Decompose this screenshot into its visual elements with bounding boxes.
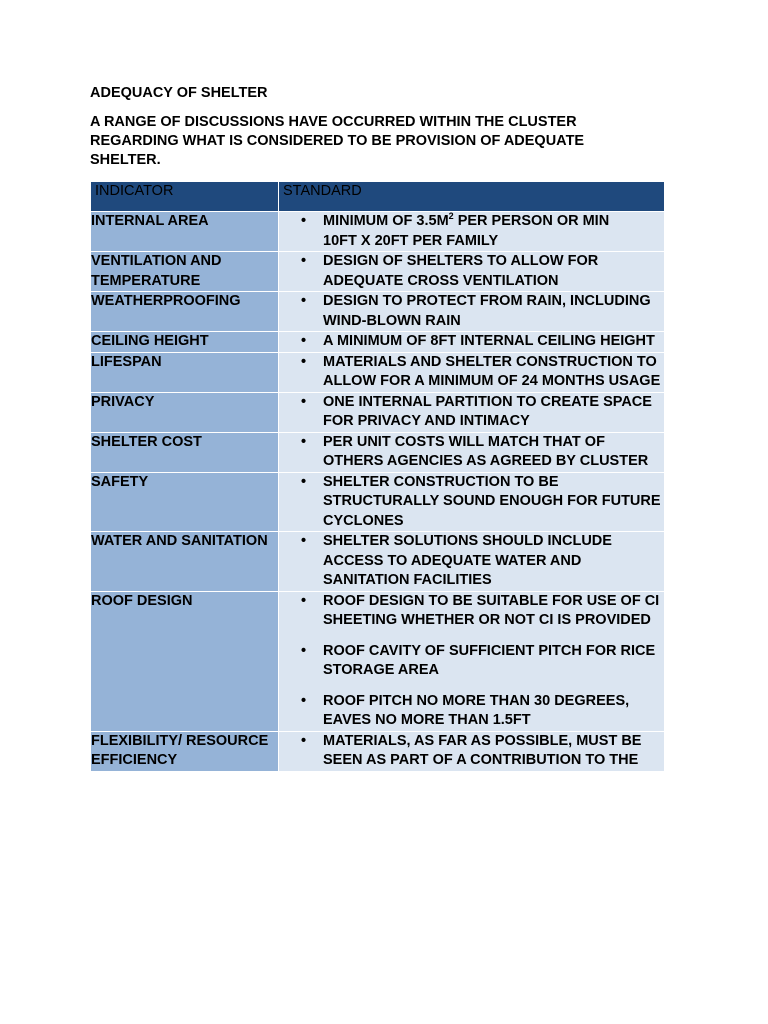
standard-item: • PER UNIT COSTS WILL MATCH THAT OF OTHERS AGENCIES AS AGREED BY CLUSTER (279, 433, 664, 472)
indicator-cell: FLEXIBILITY/ RESOURCE EFFICIENCY (91, 731, 279, 771)
indicator-cell: PRIVACY (91, 392, 279, 432)
table-row (91, 292, 665, 332)
standard-list (279, 473, 664, 532)
standard-list (279, 532, 664, 591)
table-body (91, 212, 665, 772)
standard-text: PER PERSON OR MIN (453, 213, 610, 229)
standard-item (279, 212, 664, 251)
standard-list (279, 332, 664, 352)
header-standard: STANDARD (279, 182, 665, 212)
intro-paragraph: A RANGE OF DISCUSSIONS HAVE OCCURRED WITHIN THE CLUSTER REGARDING WHAT IS CONSIDERED TO BE PROVISION OF ADEQUATE SHELTER. (90, 114, 585, 168)
superscript: 2 (448, 211, 454, 222)
standard-item: • MATERIALS AND SHELTER CONSTRUCTION TO ALLOW FOR A MINIMUM OF 24 MONTHS USAGE (279, 353, 664, 392)
header-indicator: INDICATOR (91, 182, 279, 212)
standard-list (279, 732, 664, 771)
indicator-cell: ROOF DESIGN (91, 591, 279, 731)
standard-list (279, 252, 664, 291)
table-row (91, 472, 665, 532)
table-row (91, 731, 665, 771)
table-row (91, 352, 665, 392)
standard-cell (279, 731, 665, 771)
standard-list (279, 433, 664, 472)
standard-item: • ROOF PITCH NO MORE THAN 30 DEGREES, EAVES NO MORE THAN 1.5FT (279, 692, 664, 731)
page-title: ADEQUACY OF SHELTER (90, 85, 268, 101)
standard-cell (279, 212, 665, 252)
indicator-cell: INTERNAL AREA (91, 212, 279, 252)
table-row (91, 252, 665, 292)
document-page (90, 84, 670, 772)
standard-item: • SHELTER CONSTRUCTION TO BE STRUCTURALLY SOUND ENOUGH FOR FUTURE CYCLONES (279, 473, 664, 532)
standard-cell (279, 392, 665, 432)
table-row (91, 432, 665, 472)
indicator-cell: LIFESPAN (91, 352, 279, 392)
indicator-cell: VENTILATION AND TEMPERATURE (91, 252, 279, 292)
indicator-cell: SHELTER COST (91, 432, 279, 472)
standard-item: • MATERIALS, AS FAR AS POSSIBLE, MUST BE SEEN AS PART OF A CONTRIBUTION TO THE (279, 732, 664, 771)
standard-cell (279, 292, 665, 332)
standard-list (279, 592, 664, 731)
standard-item: • A MINIMUM OF 8FT INTERNAL CEILING HEIGHT (279, 332, 664, 352)
standard-item: • DESIGN TO PROTECT FROM RAIN, INCLUDING WIND-BLOWN RAIN (279, 292, 664, 331)
standard-cell (279, 591, 665, 731)
standard-list (279, 393, 664, 432)
table-row (91, 591, 665, 731)
indicator-cell: WEATHERPROOFING (91, 292, 279, 332)
shelter-standards-table (90, 181, 665, 772)
standard-cell (279, 432, 665, 472)
table-row (91, 532, 665, 592)
table-header-row (91, 182, 665, 212)
standard-text: MINIMUM OF 3.5M (323, 213, 449, 229)
standard-cell (279, 332, 665, 353)
table-row (91, 392, 665, 432)
table-row (91, 332, 665, 353)
standard-cell (279, 472, 665, 532)
standard-item: • SHELTER SOLUTIONS SHOULD INCLUDE ACCESS TO ADEQUATE WATER AND SANITATION FACILITIES (279, 532, 664, 591)
standard-text: 10FT X 20FT PER FAMILY (323, 232, 499, 249)
standard-item: • ROOF CAVITY OF SUFFICIENT PITCH FOR RICE STORAGE AREA (279, 642, 664, 681)
standard-list (279, 212, 664, 251)
standard-item: • ONE INTERNAL PARTITION TO CREATE SPACE FOR PRIVACY AND INTIMACY (279, 393, 664, 432)
standard-item: • DESIGN OF SHELTERS TO ALLOW FOR ADEQUATE CROSS VENTILATION (279, 252, 664, 291)
indicator-cell: WATER AND SANITATION (91, 532, 279, 592)
standard-cell (279, 532, 665, 592)
standard-cell (279, 352, 665, 392)
indicator-cell: CEILING HEIGHT (91, 332, 279, 353)
standard-list (279, 353, 664, 392)
indicator-cell: SAFETY (91, 472, 279, 532)
standard-list (279, 292, 664, 331)
standard-item: • ROOF DESIGN TO BE SUITABLE FOR USE OF CI SHEETING WHETHER OR NOT CI IS PROVIDED (279, 592, 664, 631)
standard-cell (279, 252, 665, 292)
table-row (91, 212, 665, 252)
